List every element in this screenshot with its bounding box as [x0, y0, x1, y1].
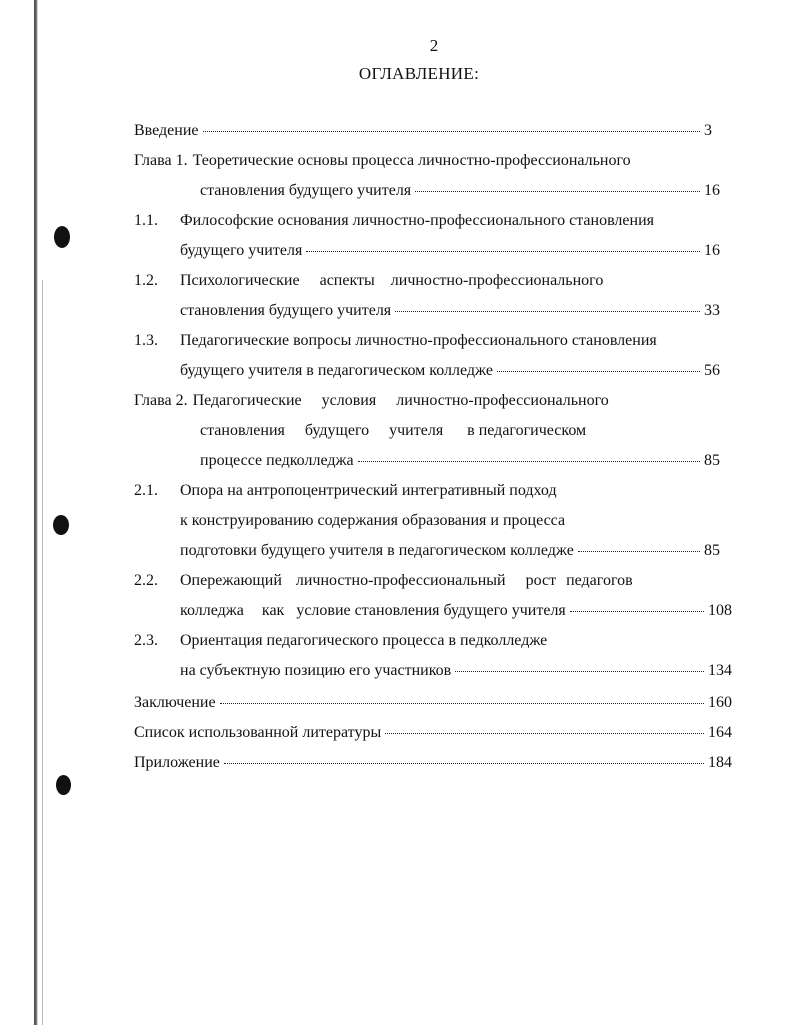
- toc-label: Ориентация педагогического процесса в педколледже: [180, 632, 548, 649]
- dot-leader: [497, 371, 700, 372]
- toc-label: процессе педколледжа: [200, 452, 354, 469]
- toc-label: Введение: [134, 122, 199, 139]
- toc-entry-1-2-line1[interactable]: [134, 270, 640, 292]
- toc-page: 33: [704, 302, 720, 319]
- section-number: 2.2.: [134, 572, 158, 589]
- toc-page: 164: [708, 724, 732, 741]
- toc-entry-2-1-line1[interactable]: [134, 480, 614, 502]
- section-number: 1.2.: [134, 272, 158, 289]
- toc-page: 56: [704, 362, 720, 379]
- toc-entry-1-2-line2[interactable]: [180, 300, 720, 322]
- toc-label: Заключение: [134, 694, 216, 711]
- toc-label: подготовки будущего учителя в педагогическом колледже: [180, 542, 574, 559]
- toc-label: Приложение: [134, 754, 220, 771]
- toc-label: условие становления будущего учителя: [296, 602, 566, 619]
- dot-leader: [224, 763, 704, 764]
- dot-leader: [385, 733, 704, 734]
- toc-label: Философские основания личностно-профессионального становления: [180, 212, 654, 229]
- section-number: 1.1.: [134, 212, 158, 229]
- toc-entry-2-1-line3[interactable]: [180, 540, 720, 562]
- scan-binding-line: [42, 280, 43, 1025]
- toc-word: личностно-профессионального: [390, 272, 604, 289]
- dot-leader: [415, 191, 700, 192]
- toc-entry-chapter-2-line1[interactable]: [134, 390, 646, 412]
- toc-page: 16: [704, 242, 720, 259]
- toc-entry-2-3-line1[interactable]: [134, 630, 604, 652]
- toc-word: рост: [525, 572, 557, 589]
- toc-word: Опережающий: [180, 572, 282, 589]
- toc-entry-chapter-2-line2[interactable]: [200, 420, 630, 442]
- toc-entry-2-2-line2[interactable]: [180, 600, 732, 622]
- toc-page: 184: [708, 754, 732, 771]
- dot-leader: [455, 671, 704, 672]
- dot-leader: [395, 311, 700, 312]
- toc-word: Психологические: [180, 272, 300, 289]
- toc-entry-chapter-1-line1[interactable]: [134, 150, 694, 172]
- toc-word: личностно-профессионального: [396, 392, 609, 409]
- binding-hole-mark: [54, 226, 70, 248]
- toc-entry-appendix[interactable]: [134, 752, 732, 774]
- binding-hole-mark: [56, 775, 71, 795]
- toc-word: как: [261, 602, 285, 619]
- toc-entry-chapter-2-line3[interactable]: [200, 450, 720, 472]
- toc-label: Список использованной литературы: [134, 724, 382, 741]
- toc-page: 134: [708, 662, 732, 679]
- toc-entry-intro[interactable]: [134, 120, 712, 142]
- toc-entry-1-1-line2[interactable]: [180, 240, 720, 262]
- toc-label: становления будущего учителя: [180, 302, 392, 319]
- toc-entry-chapter-1-line2[interactable]: [200, 180, 720, 202]
- toc-entry-2-3-line2[interactable]: [180, 660, 732, 682]
- toc-label: будущего учителя: [180, 242, 303, 259]
- toc-word: будущего: [304, 422, 370, 439]
- toc-label: на субъектную позицию его участников: [180, 662, 452, 679]
- toc-word: Педагогические: [192, 392, 302, 409]
- toc-page: 160: [708, 694, 732, 711]
- toc-entry-1-3-line1[interactable]: [134, 330, 712, 352]
- toc-word: становления: [200, 422, 285, 439]
- dot-leader: [570, 611, 704, 612]
- toc-page: 3: [704, 122, 712, 139]
- toc-label: Опора на антропоцентрический интегративный подход: [180, 482, 557, 499]
- toc-word: учителя: [389, 422, 444, 439]
- toc-word: педагогов: [566, 572, 633, 589]
- toc-word: аспекты: [319, 272, 375, 289]
- section-number: 2.1.: [134, 482, 158, 499]
- toc-page: 108: [708, 602, 732, 619]
- toc-page: 16: [704, 182, 720, 199]
- page-number: 2: [429, 36, 439, 55]
- toc-label: Теоретические основы процесса личностно-профессионального: [192, 152, 631, 169]
- chapter-number: Глава 1.: [134, 152, 188, 169]
- toc-label: к конструированию содержания образования и процесса: [180, 512, 566, 529]
- toc-label: становления будущего учителя: [200, 182, 412, 199]
- toc-entry-references[interactable]: [134, 722, 732, 744]
- toc-page: 85: [704, 542, 720, 559]
- section-number: 1.3.: [134, 332, 158, 349]
- toc-word: в педагогическом: [467, 422, 587, 439]
- toc-entry-1-3-line2[interactable]: [180, 360, 720, 382]
- toc-word: условия: [321, 392, 377, 409]
- dot-leader: [220, 703, 704, 704]
- toc-page: 85: [704, 452, 720, 469]
- toc-entry-1-1-line1[interactable]: [134, 210, 694, 232]
- scan-binding-edge: [34, 0, 38, 1025]
- chapter-number: Глава 2.: [134, 392, 188, 409]
- toc-word: колледжа: [180, 602, 244, 619]
- toc-word: личностно-профессиональный: [295, 572, 506, 589]
- page-title: ОГЛАВЛЕНИЕ:: [358, 64, 480, 83]
- toc-label: будущего учителя в педагогическом колледже: [180, 362, 493, 379]
- binding-hole-mark: [53, 515, 69, 535]
- dot-leader: [578, 551, 700, 552]
- toc-label: Педагогические вопросы личностно-профессионального становления: [180, 332, 657, 349]
- dot-leader: [203, 131, 701, 132]
- toc-entry-2-1-line2[interactable]: [180, 510, 620, 532]
- toc-entry-conclusion[interactable]: [134, 692, 732, 714]
- section-number: 2.3.: [134, 632, 158, 649]
- toc-entry-2-2-line1[interactable]: [134, 570, 646, 592]
- dot-leader: [358, 461, 700, 462]
- dot-leader: [306, 251, 700, 252]
